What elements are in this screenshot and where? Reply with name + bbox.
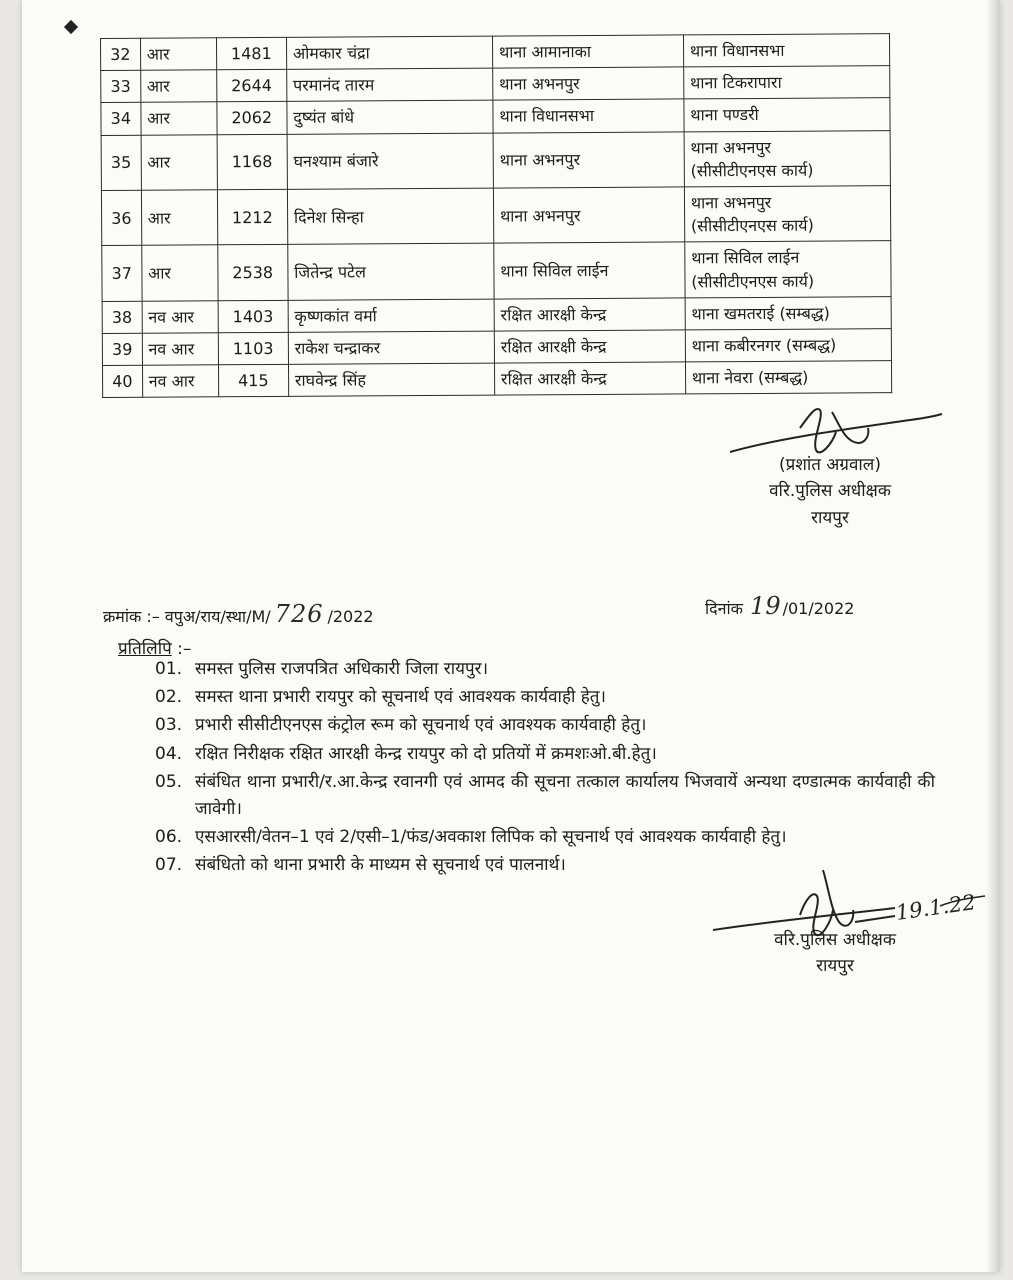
signatory-designation: वरि.पुलिस अधीक्षक (769, 481, 891, 502)
cell-rank: आर (140, 38, 216, 71)
to-station-line1: थाना कबीरनगर (सम्बद्ध) (691, 335, 837, 356)
table-row (101, 34, 890, 71)
signature-block-2 (735, 927, 935, 980)
cell-rank: आर (141, 134, 217, 190)
cell-to-station (685, 361, 891, 394)
cell-serial: 33 (101, 70, 141, 102)
list-item (155, 684, 935, 711)
cell-serial: 32 (101, 38, 141, 70)
cell-from-station: रक्षित आरक्षी केन्द्र (494, 362, 685, 395)
cell-from-station: रक्षित आरक्षी केन्द्र (494, 298, 685, 331)
list-item (155, 741, 935, 768)
to-station-line2: (सीसीटीएनएस कार्य) (690, 160, 814, 181)
to-station-line1: थाना पण्डरी (690, 105, 759, 125)
to-station-line2: (सीसीटीएनएस कार्य) (691, 271, 815, 291)
cell-rank: नव आर (142, 333, 218, 366)
table-row (101, 98, 890, 135)
copy-heading: प्रतिलिपि :– (118, 639, 192, 659)
cell-name: जितेन्द्र पटेल (288, 243, 494, 300)
cell-number: 1168 (217, 134, 287, 190)
cell-serial: 35 (101, 135, 141, 191)
cell-serial: 40 (103, 365, 143, 397)
cell-from-station: थाना आमानाका (492, 35, 683, 68)
cell-number: 1103 (218, 332, 288, 365)
reference-number: क्रमांक :– वपुअ/राय/स्था/M/ 726 /2022 (103, 600, 374, 628)
to-station-line2: (सीसीटीएनएस कार्य) (690, 215, 814, 236)
list-item (155, 656, 935, 683)
item-text: रक्षित निरीक्षक रक्षित आरक्षी केन्द्र रायपुर को दो प्रतियों में क्रमशःओ.बी.हेतु। (195, 743, 657, 764)
cell-number: 415 (218, 364, 288, 397)
transfer-table (100, 33, 892, 398)
item-text: संबंधितो को थाना प्रभारी के माध्यम से सूचनार्थ एवं पालनार्थ। (195, 855, 566, 876)
signature-block (730, 452, 930, 531)
table-row (101, 130, 890, 190)
cell-name: दिनेश सिन्हा (287, 188, 493, 245)
table-row (101, 186, 890, 246)
cell-name: घनश्याम बंजारे (287, 133, 493, 190)
to-station-line1: थाना विधानसभा (689, 40, 785, 61)
to-station-line1: थाना खमतराई (सम्बद्ध) (691, 303, 830, 324)
cell-number: 1212 (217, 189, 287, 245)
cell-name: ओमकार चंद्रा (286, 36, 492, 69)
cell-to-station (684, 98, 890, 131)
cell-name: दुष्यंत बांधे (287, 100, 493, 133)
handwritten-ref-number: 726 (274, 600, 324, 628)
copy-list (155, 656, 935, 881)
item-text: प्रभारी सीसीटीएनएस कंट्रोल रूम को सूचनार्थ एवं आवश्यक कार्यवाही हेतु। (195, 715, 647, 736)
cell-serial: 34 (101, 103, 141, 135)
cell-number: 1481 (216, 37, 286, 70)
signatory-place-2: रायपुर (816, 956, 854, 977)
page-edge-shadow (986, 0, 1000, 1272)
cell-serial: 36 (101, 190, 141, 246)
item-text: एसआरसी/वेतन–1 एवं 2/एसी–1/फंड/अवकाश लिपिक को सूचनार्थ एवं आवश्यक कार्यवाही हेतु। (195, 827, 787, 848)
to-station-line1: थाना नेवरा (सम्बद्ध) (691, 367, 809, 388)
cell-to-station (685, 329, 891, 362)
handwritten-date-day: 19 (750, 592, 781, 620)
cell-rank: आर (140, 102, 216, 135)
cell-number: 2062 (217, 102, 287, 135)
item-number: 01. (155, 659, 183, 679)
item-number: 02. (155, 687, 183, 708)
item-number: 07. (155, 855, 183, 876)
cell-to-station (684, 130, 891, 187)
cell-from-station: थाना अभनपुर (493, 187, 684, 244)
item-text: समस्त पुलिस राजपत्रित अधिकारी जिला रायपुर। (195, 659, 489, 679)
to-station-line1: थाना अभनपुर (690, 137, 772, 157)
table-row (101, 66, 890, 103)
list-item (155, 712, 935, 739)
item-number: 05. (155, 771, 183, 792)
cell-number: 2538 (218, 245, 288, 301)
handwritten-sign-date: 19.1.22 (894, 890, 978, 925)
cell-name: कृष्णकांत वर्मा (288, 299, 494, 332)
list-item (155, 769, 935, 823)
item-number: 03. (155, 715, 183, 736)
cell-to-station (685, 241, 892, 298)
item-number: 04. (155, 743, 183, 764)
table-row (102, 296, 891, 333)
list-item (155, 824, 935, 851)
signatory-place: रायपुर (811, 507, 849, 528)
cell-to-station (685, 296, 891, 329)
signatory-designation-2: वरि.पुलिस अधीक्षक (774, 930, 896, 950)
cell-number: 2644 (216, 70, 286, 103)
item-text: संबंधित थाना प्रभारी/र.आ.केन्द्र रवानगी एवं आमद की सूचना तत्काल कार्यालय भिजवायें अन्यथा दण्डात्मक कार्यवाही की जावेगी। (195, 771, 935, 819)
to-station-line1: थाना टिकरापारा (690, 73, 782, 93)
cell-serial: 38 (102, 301, 142, 333)
cell-from-station: रक्षित आरक्षी केन्द्र (494, 330, 685, 363)
item-text: समस्त थाना प्रभारी रायपुर को सूचनार्थ एवं आवश्यक कार्यवाही हेतु। (195, 687, 606, 708)
item-number: 06. (155, 827, 183, 848)
to-station-line1: थाना अभनपुर (690, 192, 772, 213)
cell-serial: 39 (102, 333, 142, 365)
table-row (102, 241, 891, 301)
cell-to-station (683, 34, 889, 67)
cell-from-station: थाना सिविल लाईन (494, 242, 685, 299)
cell-number: 1403 (218, 300, 288, 333)
cell-to-station (684, 186, 891, 243)
cell-to-station (684, 66, 890, 99)
cell-rank: नव आर (142, 365, 218, 398)
cell-from-station: थाना विधानसभा (493, 99, 684, 132)
signatory-name: (प्रशांत अग्रवाल) (779, 455, 881, 475)
document-date: दिनांक 19 /01/2022 (705, 592, 855, 620)
cell-name: राघवेन्द्र सिंह (288, 363, 494, 396)
cell-rank: आर (141, 245, 217, 301)
table-row (102, 329, 891, 366)
cell-rank: नव आर (142, 300, 218, 333)
to-station-line1: थाना सिविल लाईन (691, 248, 800, 268)
cell-name: राकेश चन्द्राकर (288, 331, 494, 364)
cell-rank: आर (141, 190, 217, 246)
table-row (103, 361, 892, 398)
cell-name: परमानंद तारम (287, 68, 493, 101)
cell-serial: 37 (102, 246, 142, 302)
cell-from-station: थाना अभनपुर (493, 131, 684, 188)
cell-from-station: थाना अभनपुर (493, 67, 684, 100)
cell-rank: आर (140, 70, 216, 103)
